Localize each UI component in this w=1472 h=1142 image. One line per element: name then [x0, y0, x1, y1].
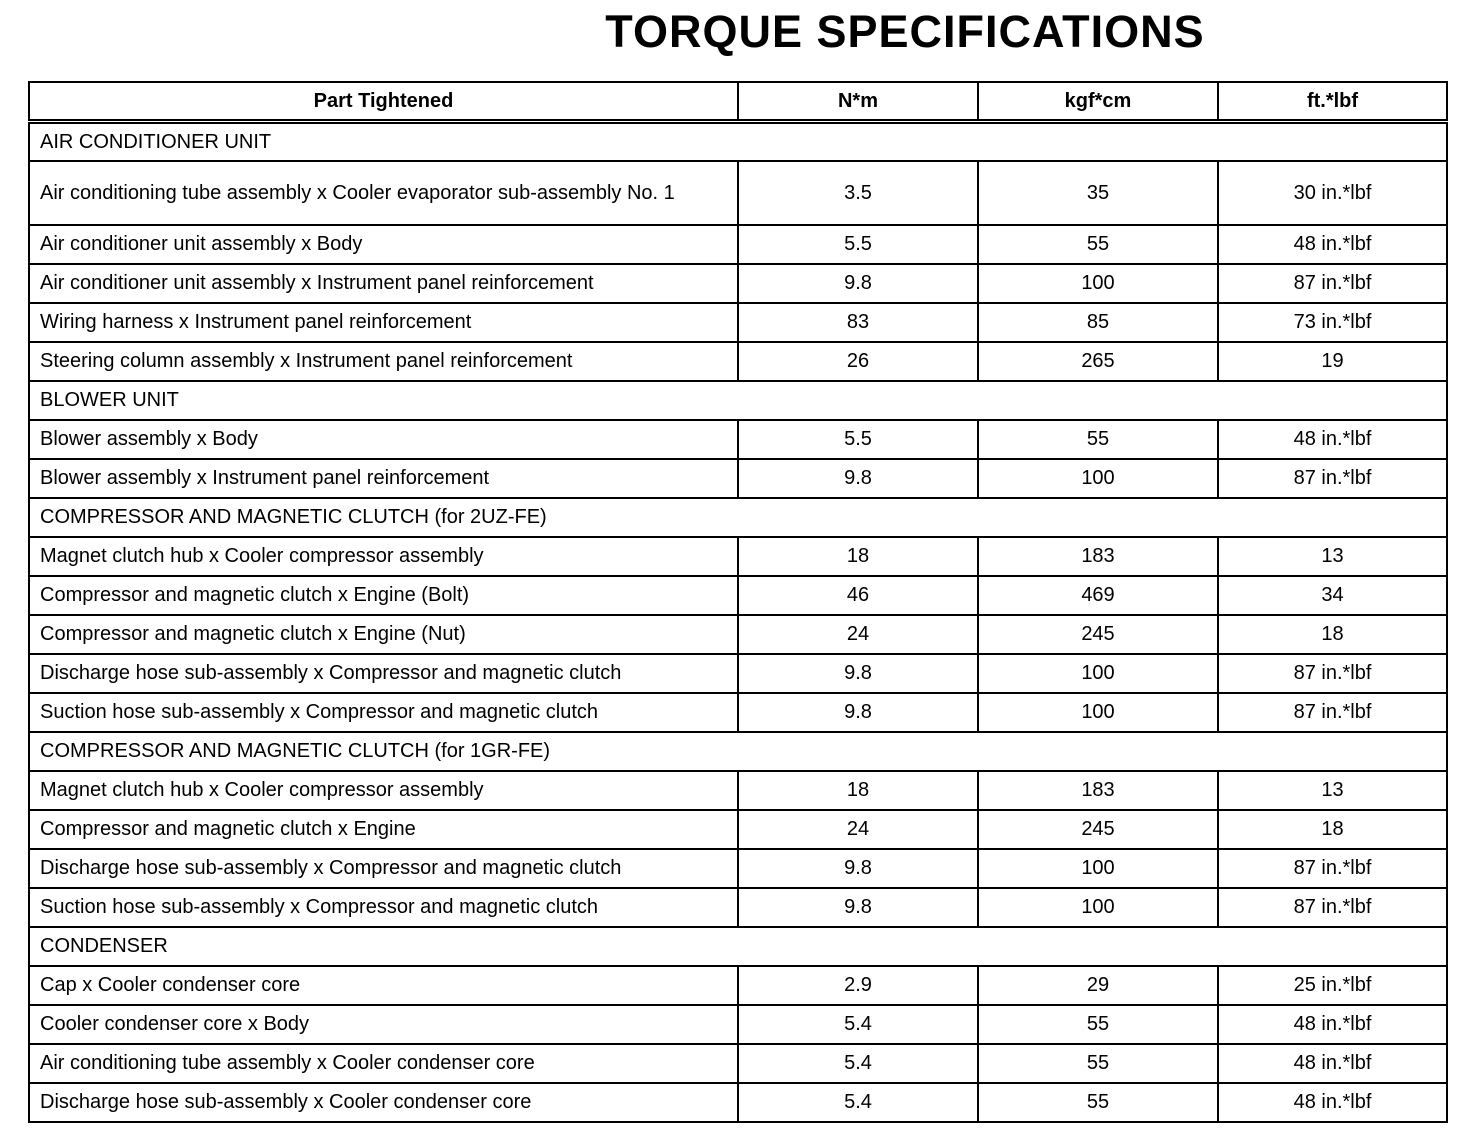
kgf-cm-value-cell: 245 [978, 810, 1218, 849]
table-row [29, 264, 1447, 303]
table-row [29, 537, 1447, 576]
nm-value-cell: 9.8 [738, 264, 978, 303]
table-row [29, 966, 1447, 1005]
nm-value-cell: 9.8 [738, 459, 978, 498]
table-row [29, 1005, 1447, 1044]
ft-lbf-value-cell: 13 [1218, 537, 1447, 576]
section-row [29, 498, 1447, 537]
ft-lbf-value-cell: 48 in.*lbf [1218, 1044, 1447, 1083]
table-row [29, 771, 1447, 810]
kgf-cm-value-cell: 55 [978, 1044, 1218, 1083]
section-heading: BLOWER UNIT [29, 381, 1447, 420]
ft-lbf-value-cell: 30 in.*lbf [1218, 161, 1447, 225]
part-tightened-cell: Discharge hose sub-assembly x Compressor and magnetic clutch [29, 654, 738, 693]
table-row [29, 654, 1447, 693]
kgf-cm-value-cell: 100 [978, 888, 1218, 927]
kgf-cm-value-cell: 183 [978, 771, 1218, 810]
table-row [29, 225, 1447, 264]
ft-lbf-value-cell: 18 [1218, 615, 1447, 654]
ft-lbf-value-cell: 87 in.*lbf [1218, 849, 1447, 888]
table-row [29, 693, 1447, 732]
table-row [29, 459, 1447, 498]
section-row [29, 732, 1447, 771]
nm-value-cell: 3.5 [738, 161, 978, 225]
ft-lbf-value-cell: 18 [1218, 810, 1447, 849]
section-heading: CONDENSER [29, 927, 1447, 966]
ft-lbf-value-cell: 73 in.*lbf [1218, 303, 1447, 342]
nm-value-cell: 5.4 [738, 1044, 978, 1083]
section-heading: COMPRESSOR AND MAGNETIC CLUTCH (for 1GR-FE) [29, 732, 1447, 771]
kgf-cm-value-cell: 100 [978, 849, 1218, 888]
kgf-cm-value-cell: 35 [978, 161, 1218, 225]
ft-lbf-value-cell: 19 [1218, 342, 1447, 381]
section-row [29, 927, 1447, 966]
kgf-cm-value-cell: 55 [978, 420, 1218, 459]
part-tightened-cell: Discharge hose sub-assembly x Cooler condenser core [29, 1083, 738, 1122]
nm-value-cell: 9.8 [738, 888, 978, 927]
nm-value-cell: 46 [738, 576, 978, 615]
kgf-cm-value-cell: 469 [978, 576, 1218, 615]
nm-value-cell: 5.4 [738, 1083, 978, 1122]
part-tightened-cell: Suction hose sub-assembly x Compressor and magnetic clutch [29, 693, 738, 732]
ft-lbf-value-cell: 48 in.*lbf [1218, 225, 1447, 264]
nm-value-cell: 9.8 [738, 654, 978, 693]
table-row [29, 615, 1447, 654]
nm-value-cell: 83 [738, 303, 978, 342]
header-ft-lbf: ft.*lbf [1218, 82, 1447, 122]
part-tightened-cell: Blower assembly x Instrument panel reinforcement [29, 459, 738, 498]
nm-value-cell: 5.5 [738, 420, 978, 459]
ft-lbf-value-cell: 87 in.*lbf [1218, 654, 1447, 693]
part-tightened-cell: Air conditioner unit assembly x Instrument panel reinforcement [29, 264, 738, 303]
kgf-cm-value-cell: 183 [978, 537, 1218, 576]
part-tightened-cell: Air conditioning tube assembly x Cooler condenser core [29, 1044, 738, 1083]
nm-value-cell: 18 [738, 771, 978, 810]
ft-lbf-value-cell: 34 [1218, 576, 1447, 615]
part-tightened-cell: Compressor and magnetic clutch x Engine (Nut) [29, 615, 738, 654]
ft-lbf-value-cell: 87 in.*lbf [1218, 459, 1447, 498]
kgf-cm-value-cell: 265 [978, 342, 1218, 381]
table-row [29, 888, 1447, 927]
kgf-cm-value-cell: 29 [978, 966, 1218, 1005]
ft-lbf-value-cell: 87 in.*lbf [1218, 693, 1447, 732]
torque-specifications-table [28, 81, 1448, 1123]
section-heading: COMPRESSOR AND MAGNETIC CLUTCH (for 2UZ-FE) [29, 498, 1447, 537]
table-row [29, 420, 1447, 459]
nm-value-cell: 26 [738, 342, 978, 381]
part-tightened-cell: Discharge hose sub-assembly x Compressor and magnetic clutch [29, 849, 738, 888]
kgf-cm-value-cell: 245 [978, 615, 1218, 654]
table-row [29, 576, 1447, 615]
part-tightened-cell: Suction hose sub-assembly x Compressor and magnetic clutch [29, 888, 738, 927]
part-tightened-cell: Blower assembly x Body [29, 420, 738, 459]
ft-lbf-value-cell: 13 [1218, 771, 1447, 810]
nm-value-cell: 9.8 [738, 849, 978, 888]
ft-lbf-value-cell: 48 in.*lbf [1218, 1083, 1447, 1122]
part-tightened-cell: Air conditioner unit assembly x Body [29, 225, 738, 264]
ft-lbf-value-cell: 87 in.*lbf [1218, 264, 1447, 303]
part-tightened-cell: Air conditioning tube assembly x Cooler evaporator sub-assembly No. 1 [29, 161, 738, 225]
table-row [29, 161, 1447, 225]
kgf-cm-value-cell: 55 [978, 225, 1218, 264]
part-tightened-cell: Cooler condenser core x Body [29, 1005, 738, 1044]
table-row [29, 342, 1447, 381]
header-part-tightened: Part Tightened [29, 82, 738, 122]
part-tightened-cell: Wiring harness x Instrument panel reinforcement [29, 303, 738, 342]
nm-value-cell: 9.8 [738, 693, 978, 732]
kgf-cm-value-cell: 100 [978, 264, 1218, 303]
kgf-cm-value-cell: 100 [978, 459, 1218, 498]
table-row [29, 1083, 1447, 1122]
kgf-cm-value-cell: 100 [978, 654, 1218, 693]
part-tightened-cell: Steering column assembly x Instrument panel reinforcement [29, 342, 738, 381]
nm-value-cell: 5.4 [738, 1005, 978, 1044]
nm-value-cell: 5.5 [738, 225, 978, 264]
kgf-cm-value-cell: 55 [978, 1083, 1218, 1122]
part-tightened-cell: Magnet clutch hub x Cooler compressor assembly [29, 537, 738, 576]
ft-lbf-value-cell: 48 in.*lbf [1218, 1005, 1447, 1044]
section-row [29, 122, 1447, 161]
table-row [29, 1044, 1447, 1083]
table-row [29, 849, 1447, 888]
page-title: TORQUE SPECIFICATIONS [605, 6, 1205, 57]
ft-lbf-value-cell: 87 in.*lbf [1218, 888, 1447, 927]
kgf-cm-value-cell: 100 [978, 693, 1218, 732]
ft-lbf-value-cell: 25 in.*lbf [1218, 966, 1447, 1005]
kgf-cm-value-cell: 85 [978, 303, 1218, 342]
header-kgf-cm: kgf*cm [978, 82, 1218, 122]
table-row [29, 810, 1447, 849]
part-tightened-cell: Compressor and magnetic clutch x Engine (Bolt) [29, 576, 738, 615]
section-row [29, 381, 1447, 420]
part-tightened-cell: Compressor and magnetic clutch x Engine [29, 810, 738, 849]
header-nm: N*m [738, 82, 978, 122]
kgf-cm-value-cell: 55 [978, 1005, 1218, 1044]
part-tightened-cell: Cap x Cooler condenser core [29, 966, 738, 1005]
ft-lbf-value-cell: 48 in.*lbf [1218, 420, 1447, 459]
nm-value-cell: 24 [738, 615, 978, 654]
nm-value-cell: 24 [738, 810, 978, 849]
nm-value-cell: 2.9 [738, 966, 978, 1005]
table-header-row [29, 82, 1447, 122]
section-heading: AIR CONDITIONER UNIT [29, 122, 1447, 161]
nm-value-cell: 18 [738, 537, 978, 576]
part-tightened-cell: Magnet clutch hub x Cooler compressor assembly [29, 771, 738, 810]
table-row [29, 303, 1447, 342]
